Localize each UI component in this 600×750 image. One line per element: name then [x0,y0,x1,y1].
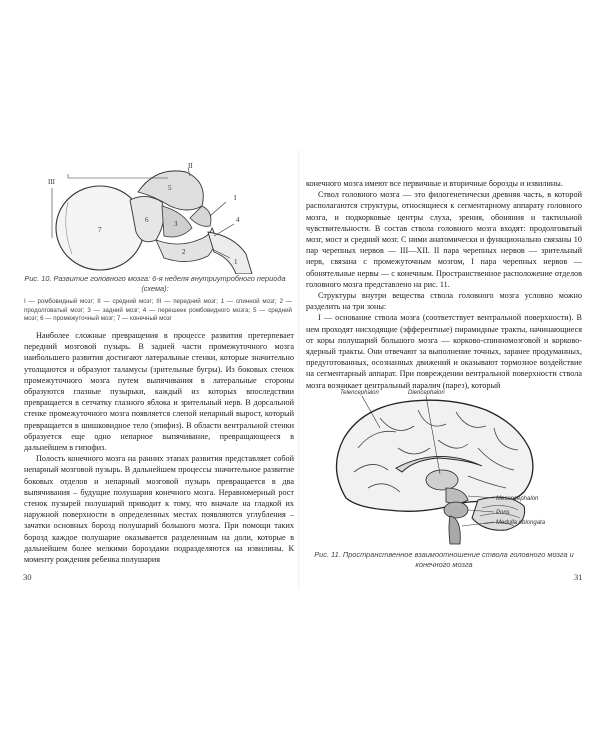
fig10-label-4: 4 [236,216,240,224]
right-page [304,178,586,608]
fig11-label-diencephalon: Diencephalon [408,390,445,396]
right-page-body [306,178,582,391]
figure-10-legend: I — ромбовидный мозг; II — средний мозг; III — передний мозг; 1 — спинной мозг; 2 — продолговатый мозг; 3 — задний мозг; 4 — перешеек ромбовидного мозга; 5 — средний мозг; 6 — промежуточный мозг; 7 — конечный мозг [24,298,292,323]
paragraph: конечного мозга имеют все первичные и вторичные борозды и извилины. [306,179,563,188]
fig10-label-I: I [234,194,237,202]
page-number-left: 30 [23,572,32,582]
book-gutter [298,150,300,590]
figure-11-brain-section [318,388,568,548]
figure-10-embryo-brain [38,162,268,274]
paragraph: Полость конечного мозга на ранних этапах развития представляет собой непарный мозговой пузырь. В дальнейшем процессы значительное развитие боковых отделов и непарный мозговой пузырь превращается в два выпячивания – будущие полушария конечного мозга. Неравномерный рост стенок пузырей полушарий приводит к тому, что вначале на гладкой их наружной поверхности в определенных местах появляются углубления – зачатки основных борозд полушарий большого мозга. При помощи таких борозд каждое полушарие оказывается разделенным на доли, которые в дальнейшем более мелкими бороздами подразделяются на извилины. К моменту рождения ребенка полушария [24,454,294,565]
paragraph: Наиболее сложные превращения в процессе развития претерпевает передний мозговой пузырь. В задней части промежуточного мозга наибольшего развития достигают латеральные стенки, которые значительно утолщаются и образуют таламусы (зрительные бугры). Из боковых стенок промежуточного мозга путем выпячивания в латеральные стороны образуются глазные пузырьки, каждый из которых впоследствии превращается в сетчатку глазного яблока и зрительный нерв. В дорсальной стенке промежуточного мозга появляется слепой непарный вырост, который превращается в шишковидное тело (эпифиз). В области вентральной стенки образуется еще одно непарное выпячивание, превращающееся в дальнейшем в гипофиз. [24,331,294,453]
fig10-label-III: III [48,178,55,186]
fig11-label-medulla: Medulla oblongata [496,520,546,526]
fig11-label-telencephalon: Telencephalon [340,390,379,396]
fig10-label-3: 3 [174,220,178,228]
fig10-label-II: II [188,162,193,170]
page-number-right: 31 [574,572,583,582]
paragraph: Структуры внутри вещества ствола головного мозга условно можно разделить на три зоны: [306,291,582,312]
fig10-label-6: 6 [145,216,149,224]
fig11-label-pons: Pons [496,510,510,516]
left-page [20,160,300,590]
fig10-label-1: 1 [234,258,238,266]
fig10-label-2: 2 [182,248,186,256]
paragraph: I — основание ствола мозга (соответствует вентральной поверхности). В нем проходят нисходящие (эфферентные) пирамидные тракты, начинающиеся от коры полушарий большого мозга — корково-спинномозговой и корково-ядерный тракты. Они отвечают за выполнение точных, заранее продуманных, предуготованных, осознанных движений и оказывают тормозное воздействие на сегментарный аппарат. При повреждении вентральной поверхности ствола мозга возникает центральный паралич (парез), который [306,313,582,390]
figure-10-caption: Рис. 10. Развитие головного мозга: 6-я неделя внутриутробного периода (схема): [24,274,286,293]
figure-11-caption: Рис. 11. Пространственное взаимоотношение ствола головного мозга и конечного мозга [314,550,574,569]
fig10-label-5: 5 [168,184,172,192]
left-page-body [24,330,294,565]
fig10-label-7: 7 [98,226,102,234]
fig11-label-mesencephalon: Mesencephalon [496,496,539,502]
paragraph: Ствол головного мозга — это филогенетически древняя часть, в которой располагаются структуры, относящиеся к сегментарному аппарату головного мозга, и подкорковые центры слуха, зрения, обоняния и тактильной чувствительности. В состав ствола головного мозга входят: продолговатый мозг, мост и средний мозг. С ними анатомически и функционально связаны 10 пар черепных нервов — III—XII. II пара черепных нервов — зрительный нерв, связана с промежуточным мозгом, I пара черепных нервов — обонятельные нервы — с конечным. Пространственное расположение отделов головного мозга представлено на рис. 11. [306,190,582,289]
